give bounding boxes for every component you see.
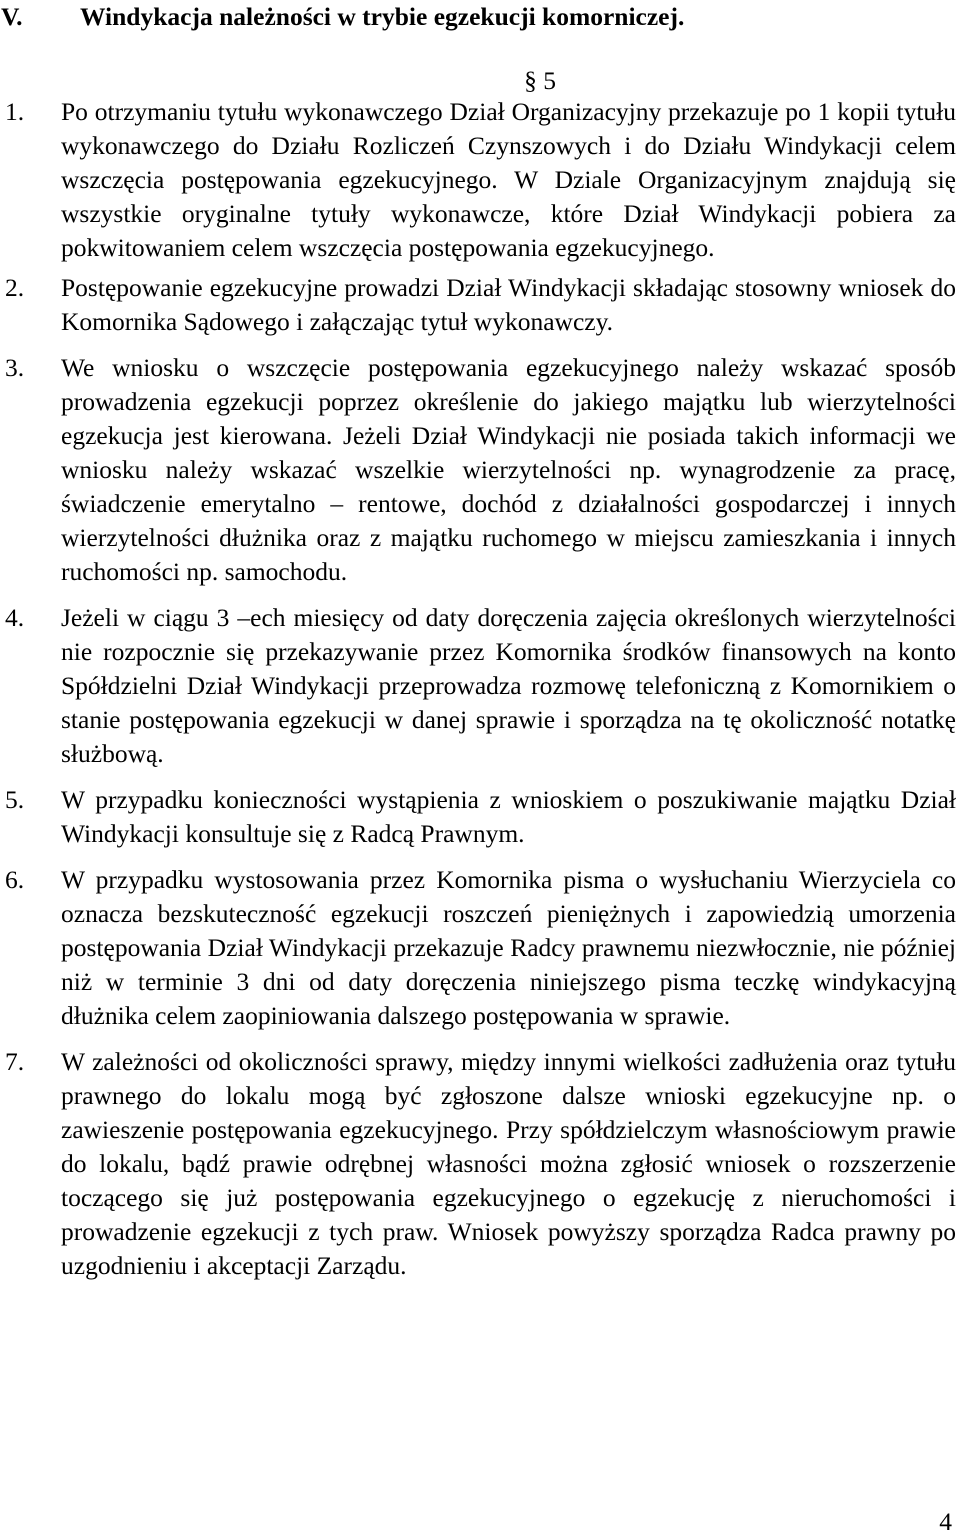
- item-number: 1.: [5, 97, 25, 126]
- chapter-number: V.: [1, 2, 23, 31]
- item-text: Postępowanie egzekucyjne prowadzi Dział Windykacji składając stosowny wniosek do Komornika Sądowego i załączając tytuł wykonawczy.: [61, 273, 956, 336]
- list-item: [0, 1045, 956, 1283]
- section-symbol: § 5: [524, 66, 556, 95]
- item-text: Jeżeli w ciągu 3 –ech miesięcy od daty doręczenia zajęcia określonych wierzytelności nie rozpocznie się przekazywanie przez Komornika środków finansowych na konto Spółdzielni Dział Windykacji przeprowadza rozmowę telefoniczną z Komornikiem o stanie postępowania egzekucji w danej sprawie i sporządza na tę okoliczność notatkę służbową.: [61, 603, 956, 768]
- item-text: W przypadku konieczności wystąpienia z wnioskiem o poszukiwanie majątku Dział Windykacji konsultuje się z Radcą Prawnym.: [61, 785, 956, 848]
- chapter-title: Windykacja należności w trybie egzekucji komorniczej.: [80, 2, 685, 31]
- item-number: 7.: [5, 1047, 25, 1076]
- list-item: [0, 351, 956, 589]
- page-number: 4: [939, 1507, 952, 1536]
- item-number: 5.: [5, 785, 25, 814]
- item-number: 2.: [5, 273, 25, 302]
- item-text: Po otrzymaniu tytułu wykonawczego Dział Organizacyjny przekazuje po 1 kopii tytułu wykonawczego do Działu Rozliczeń Czynszowych i do Działu Windykacji celem wszczęcia postępowania egzekucyjnego. W Dziale Organizacyjnym znajdują się wszystkie oryginalne tytuły wykonawcze, które Dział Windykacji pobiera za pokwitowaniem celem wszczęcia postępowania egzekucyjnego.: [61, 97, 956, 262]
- list-item: [0, 863, 956, 1033]
- item-text: W przypadku wystosowania przez Komornika pisma o wysłuchaniu Wierzyciela co oznacza bezskuteczność egzekucji roszczeń pieniężnych i zapowiedzią umorzenia postępowania Dział Windykacji przekazuje Radcy prawnemu niezwłocznie, nie później niż w terminie 3 dni od daty doręczenia niniejszego pisma teczkę windykacyjną dłużnika celem zaopiniowania dalszego postępowania w sprawie.: [61, 865, 956, 1030]
- list-item: [0, 601, 956, 771]
- item-number: 3.: [5, 353, 25, 382]
- chapter-heading: [1, 0, 684, 34]
- list-item: [0, 271, 956, 339]
- list-item: [0, 95, 956, 265]
- item-number: 6.: [5, 865, 25, 894]
- item-text: W zależności od okoliczności sprawy, między innymi wielkości zadłużenia oraz tytułu prawnego do lokalu mogą być zgłoszone dalsze wnioski egzekucyjne np. o zawieszenie postępowania egzekucyjnego. Przy spółdzielczym własnościowym prawie do lokalu, bądź prawie odrębnej własności można zgłosić wniosek o rozszerzenie toczącego się już postępowania egzekucyjnego o egzekucję z nieruchomości i prowadzenie egzekucji z tych praw. Wniosek powyższy sporządza Radca prawny po uzgodnieniu i akceptacji Zarządu.: [61, 1047, 956, 1280]
- list-item: [0, 783, 956, 851]
- numbered-list: [0, 95, 956, 1283]
- item-text: We wniosku o wszczęcie postępowania egzekucyjnego należy wskazać sposób prowadzenia egzekucji poprzez określenie do jakiego majątku lub wierzytelności egzekucja jest kierowana. Jeżeli Dział Windykacji nie posiada takich informacji we wniosku należy wskazać wszelkie wierzytelności np. wynagrodzenie za pracę, świadczenie emerytalno – rentowe, dochód z działalności gospodarczej i innych wierzytelności dłużnika oraz z majątku ruchomego w miejscu zamieszkania i innych ruchomości np. samochodu.: [61, 353, 956, 586]
- item-number: 4.: [5, 603, 25, 632]
